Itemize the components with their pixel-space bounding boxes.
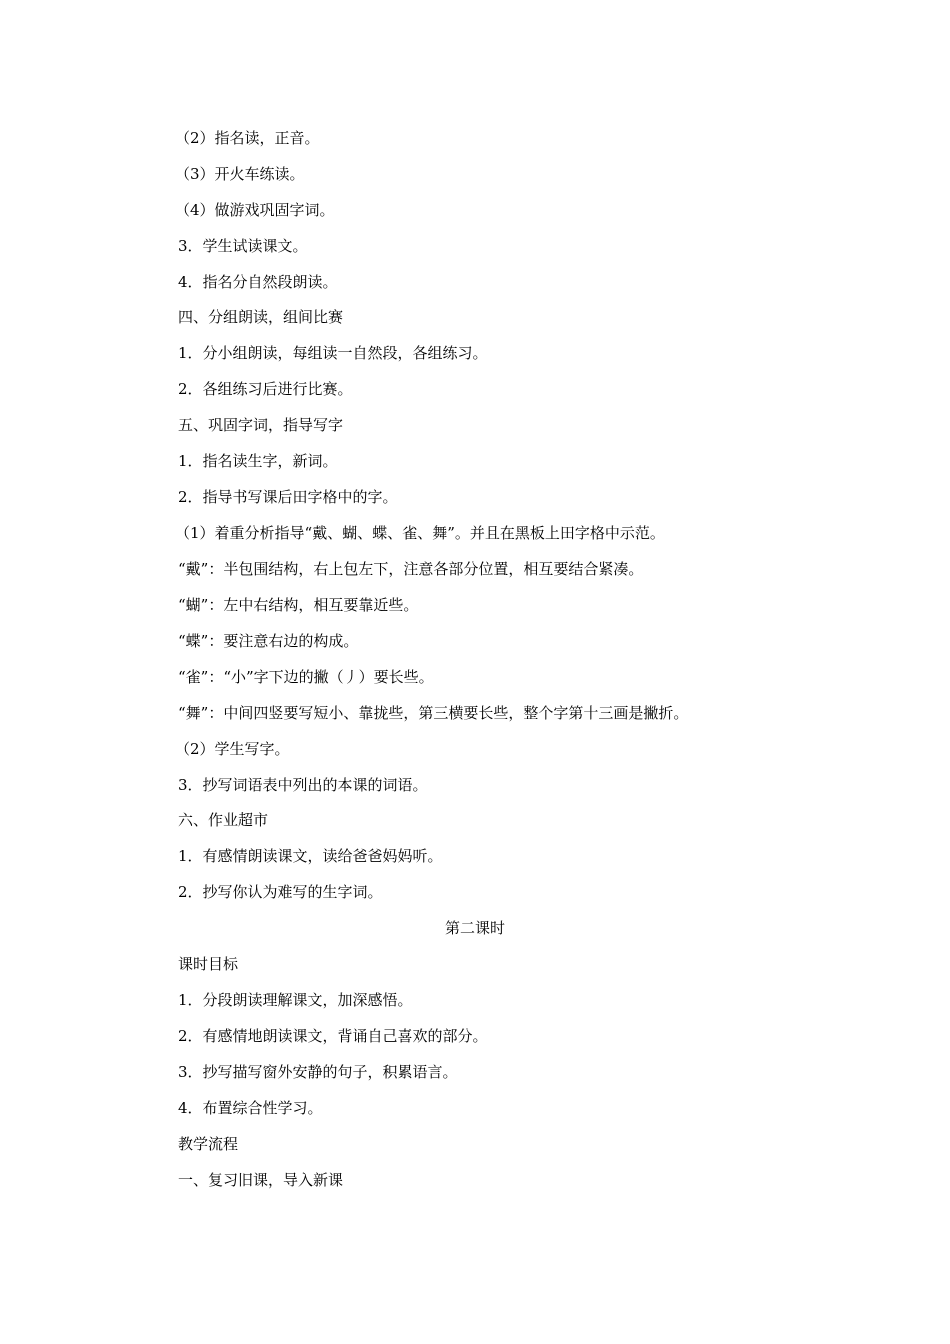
section-heading: 课时目标 xyxy=(178,955,239,973)
text-line: 2．抄写你认为难写的生字词。 xyxy=(178,883,383,901)
text-line: 3．抄写词语表中列出的本课的词语。 xyxy=(178,776,428,794)
lesson-title: 第二课时 xyxy=(444,919,505,937)
text-line: 3．抄写描写窗外安静的句子，积累语言。 xyxy=(178,1063,458,1081)
section-heading: 教学流程 xyxy=(178,1135,239,1153)
text-line: “蝴”：左中右结构，相互要靠近些。 xyxy=(178,596,419,614)
text-line: 2．有感情地朗读课文，背诵自己喜欢的部分。 xyxy=(178,1027,488,1045)
text-line: （1）着重分析指导“戴、蝴、蝶、雀、舞”。并且在黑板上田字格中示范。 xyxy=(175,524,665,542)
text-line: （4）做游戏巩固字词。 xyxy=(175,201,335,219)
text-line: （2）学生写字。 xyxy=(175,740,290,758)
text-line: 4．指名分自然段朗读。 xyxy=(178,273,338,291)
section-heading: 四、分组朗读，组间比赛 xyxy=(178,308,344,326)
text-line: 2．指导书写课后田字格中的字。 xyxy=(178,488,398,506)
text-line: “舞”：中间四竖要写短小、靠拢些，第三横要长些，整个字第十三画是撇折。 xyxy=(178,704,689,722)
text-line: 1．分段朗读理解课文，加深感悟。 xyxy=(178,991,413,1009)
text-line: “戴”：半包围结构，右上包左下，注意各部分位置，相互要结合紧凑。 xyxy=(178,560,644,578)
text-line: “蝶”：要注意右边的构成。 xyxy=(178,632,359,650)
text-line: 3．学生试读课文。 xyxy=(178,237,308,255)
text-line: 4．布置综合性学习。 xyxy=(178,1099,323,1117)
section-heading: 五、巩固字词，指导写字 xyxy=(178,416,344,434)
text-line: （2）指名读，正音。 xyxy=(175,129,320,147)
text-line: “雀”：“小”字下边的撇（丿）要长些。 xyxy=(178,668,434,686)
text-line: 2．各组练习后进行比赛。 xyxy=(178,380,353,398)
text-line: 1．指名读生字，新词。 xyxy=(178,452,338,470)
section-heading: 一、复习旧课，导入新课 xyxy=(178,1171,344,1189)
section-heading: 六、作业超市 xyxy=(178,811,269,829)
text-line: （3）开火车练读。 xyxy=(175,165,305,183)
text-line: 1．有感情朗读课文，读给爸爸妈妈听。 xyxy=(178,847,443,865)
text-line: 1．分小组朗读，每组读一自然段，各组练习。 xyxy=(178,344,488,362)
